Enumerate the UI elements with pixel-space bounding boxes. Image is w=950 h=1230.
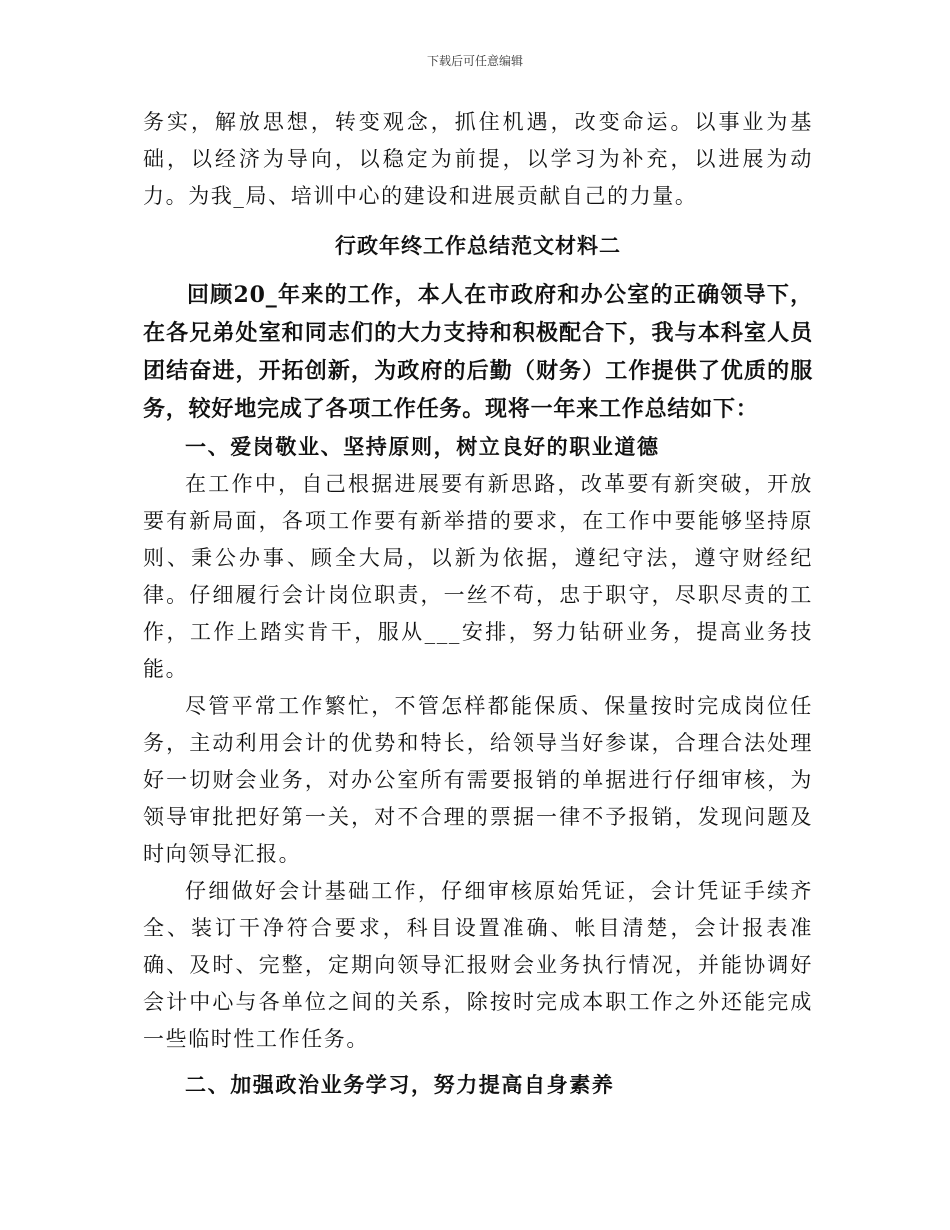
paragraph-three: 仔细做好会计基础工作，仔细审核原始凭证，会计凭证手续齐全、装订干净符合要求，科目设置准确、帐目清楚，会计报表准确、及时、完整，定期向领导汇报财会业务执行情况，并能协调好会计中心与各单位之间的关系，除按时完成本职工作之外还能完成一些临时性工作任务。 [143,879,813,1051]
paragraph-one: 在工作中，自己根据进展要有新思路，改革要有新突破，开放要有新局面，各项工作要有新举措的要求，在工作中要能够坚持原则、秉公办事、顾全大局，以新为依据，遵纪守法，遵守财经纪律。仔细履行会计岗位职责，一丝不苟，忠于职守，尽职尽责的工作，工作上踏实肯干，服从___安排，努力钻研业务，提高业务技能。 [143,472,813,681]
section-title: 行政年终工作总结范文材料二 [335,233,621,258]
document-body [143,104,813,1104]
paragraph-two: 尽管平常工作繁忙，不管怎样都能保质、保量按时完成岗位任务，主动利用会计的优势和特长，给领导当好参谋，合理合法处理好一切财会业务，对办公室所有需要报销的单据进行仔细审核，为领导审批把好第一关，对不合理的票据一律不予报销，发现问题及时向领导汇报。 [143,694,813,866]
heading-two: 二、加强政治业务学习，努力提高自身素养 [185,1072,615,1097]
page-header-note: 下载后可任意编辑 [426,54,523,68]
heading-one: 一、爱岗敬业、坚持原则，树立良好的职业道德 [185,434,660,459]
lead-paragraph: 回顾20_年来的工作，本人在市政府和办公室的正确领导下，在各兄弟处室和同志们的大力支持和积极配合下，我与本科室人员团结奋进，开拓创新，为政府的后勤（财务）工作提供了优质的服务，较好地完成了各项工作任务。现将一年来工作总结如下： [143,282,813,422]
intro-paragraph: 务实，解放思想，转变观念，抓住机遇，改变命运。以事业为基础，以经济为导向，以稳定为前提，以学习为补充，以进展为动力。为我_局、培训中心的建设和进展贡献自己的力量。 [143,110,813,208]
